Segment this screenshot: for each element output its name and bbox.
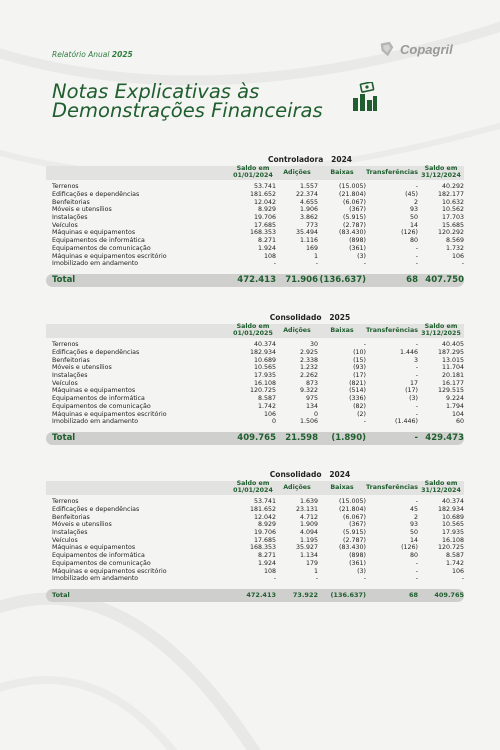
table-cell: 2 [413, 513, 418, 521]
table-cell: 93 [409, 206, 418, 214]
total-cell: (136.637) [330, 591, 366, 600]
table-row [46, 237, 464, 245]
table-cell: (21.804) [339, 506, 366, 514]
table-cell: 1.195 [299, 536, 318, 544]
table-cell: 187.295 [437, 349, 464, 357]
row-label: Máquinas e equipamentos [52, 387, 136, 395]
table-cell: 17.935 [253, 372, 276, 380]
table-cell: (15.005) [339, 498, 366, 506]
table-cell: - [273, 575, 276, 583]
table-cell: - [461, 260, 464, 268]
table-row [46, 356, 464, 364]
total-cell: 71.906 [285, 275, 318, 286]
table-row [46, 506, 464, 514]
table-row [46, 372, 464, 380]
total-row [46, 589, 464, 602]
table-cell: 179 [305, 559, 318, 567]
column-header: Saldo em 01/01/2025 [233, 323, 273, 337]
table-cell: (126) [401, 229, 418, 237]
table-cell: (15.005) [339, 183, 366, 191]
table-cell: (83.430) [339, 229, 366, 237]
table-cell: 10.689 [253, 356, 276, 364]
table-cell: - [415, 260, 418, 268]
table-row [46, 214, 464, 222]
table-cell: (3) [357, 252, 366, 260]
row-label: Equipamentos de comunicação [52, 244, 151, 252]
table-cell: - [273, 260, 276, 268]
row-label: Móveis e utensílios [52, 364, 112, 372]
table-cell: - [415, 183, 418, 191]
table-cell: 12.042 [253, 198, 276, 206]
table-cell: (6.067) [343, 198, 366, 206]
table-cell: 80 [409, 237, 418, 245]
row-label: Terrenos [52, 498, 79, 506]
row-label: Equipamentos de comunicação [52, 402, 151, 410]
table-row [46, 395, 464, 403]
table-cell: 22.374 [295, 191, 318, 199]
table-cell: 40.374 [441, 498, 464, 506]
table-cell: 2.262 [299, 372, 318, 380]
table-cell: - [363, 418, 366, 426]
table-cell: 17.685 [253, 536, 276, 544]
row-label: Imobilizado em andamento [52, 260, 139, 268]
column-header: Transferências [366, 168, 418, 176]
column-header: Baixas [330, 168, 354, 176]
row-label: Edificações e dependências [52, 191, 140, 199]
table-cell: 168.353 [249, 544, 276, 552]
row-label: Equipamentos de informática [52, 237, 145, 245]
table-row [46, 252, 464, 260]
table-cell: 8.271 [257, 552, 276, 560]
table-cell: (5.915) [343, 529, 366, 537]
row-label: Imobilizado em andamento [52, 418, 139, 426]
table-cell: 10.689 [441, 513, 464, 521]
table-cell: 11.704 [441, 364, 464, 372]
table-cell: - [415, 575, 418, 583]
table-cell: 16.108 [253, 379, 276, 387]
table-cell: - [363, 260, 366, 268]
table-cell: (10) [353, 349, 366, 357]
table-cell: 1.742 [257, 402, 276, 410]
row-label: Máquinas e equipamentos escritório [52, 567, 167, 575]
table-cell: 1.794 [445, 402, 464, 410]
row-label: Terrenos [52, 183, 79, 191]
table-cell: (367) [349, 206, 366, 214]
table-cell: (361) [349, 244, 366, 252]
table-cell: 1.742 [445, 559, 464, 567]
row-label: Máquinas e equipamentos [52, 544, 136, 552]
table-section [46, 155, 464, 287]
table-row [46, 260, 464, 268]
table-cell: 1.232 [299, 364, 318, 372]
table-cell: (15) [353, 356, 366, 364]
total-row [46, 274, 464, 287]
table-cell: (17) [405, 387, 418, 395]
table-cell: (898) [349, 552, 366, 560]
total-cell: (136.637) [319, 275, 366, 286]
table-section [46, 313, 464, 445]
table-row [46, 221, 464, 229]
total-cell: 68 [408, 591, 418, 600]
table-cell: 182.934 [437, 506, 464, 514]
row-label: Equipamentos de informática [52, 552, 145, 560]
total-cell: 472.413 [246, 591, 276, 600]
table-cell: 19.706 [253, 529, 276, 537]
table-row [46, 567, 464, 575]
table-cell: 10.565 [441, 521, 464, 529]
financial-chart-icon [352, 82, 378, 112]
table-row [46, 206, 464, 214]
table-cell: 106 [451, 252, 464, 260]
table-cell: 80 [409, 552, 418, 560]
table-cell: - [315, 260, 318, 268]
table-cell: - [363, 575, 366, 583]
row-label: Benfeitorias [52, 198, 90, 206]
row-label: Móveis e utensílios [52, 521, 112, 529]
table-cell: 1.116 [299, 237, 318, 245]
table-cell: 129.515 [437, 387, 464, 395]
table-row [46, 536, 464, 544]
column-header: Adições [283, 483, 311, 491]
table-cell: 16.177 [441, 379, 464, 387]
total-label: Total [52, 591, 70, 600]
table-cell: 50 [409, 529, 418, 537]
table-cell: 35.927 [295, 544, 318, 552]
row-label: Instalações [52, 214, 88, 222]
row-label: Veículos [52, 221, 78, 229]
column-header: Adições [283, 168, 311, 176]
table-cell: 14 [409, 221, 418, 229]
logo-text: Copagril [400, 41, 453, 57]
column-header: Transferências [366, 483, 418, 491]
table-cell: - [415, 341, 418, 349]
table-cell: (898) [349, 237, 366, 245]
table-cell: 8.587 [445, 552, 464, 560]
table-cell: (93) [353, 364, 366, 372]
table-cell: (2.787) [343, 536, 366, 544]
total-label: Total [52, 433, 76, 444]
table-cell: (83.430) [339, 544, 366, 552]
table-cell: 23.131 [295, 506, 318, 514]
table-cell: 15.685 [441, 221, 464, 229]
table-cell: 30 [309, 341, 318, 349]
row-label: Edificações e dependências [52, 506, 140, 514]
row-label: Máquinas e equipamentos [52, 229, 136, 237]
table-cell: 9.322 [299, 387, 318, 395]
row-label: Veículos [52, 379, 78, 387]
table-cell: (17) [353, 372, 366, 380]
table-cell: (514) [349, 387, 366, 395]
column-header: Saldo em 01/01/2024 [233, 165, 273, 179]
table-cell: 40.405 [441, 341, 464, 349]
table-cell: - [415, 410, 418, 418]
table-cell: 53.741 [253, 498, 276, 506]
row-label: Terrenos [52, 341, 79, 349]
table-row [46, 521, 464, 529]
table-cell: 1.134 [299, 552, 318, 560]
table-cell: - [315, 575, 318, 583]
table-cell: 8.569 [445, 237, 464, 245]
table-header [46, 324, 464, 338]
table-cell: (336) [349, 395, 366, 403]
column-header: Adições [283, 326, 311, 334]
table-cell: 10.565 [253, 364, 276, 372]
table-cell: 120.725 [437, 544, 464, 552]
table-cell: 12.042 [253, 513, 276, 521]
table-cell: (2) [357, 410, 366, 418]
total-cell: 407.750 [425, 275, 464, 286]
column-header: Saldo em 31/12/2025 [421, 323, 461, 337]
table-cell: 8.587 [257, 395, 276, 403]
table-cell: 17 [409, 379, 418, 387]
table-cell: 873 [305, 379, 318, 387]
table-cell: 17.935 [441, 529, 464, 537]
table-row [46, 245, 464, 253]
table-cell: 8.929 [257, 206, 276, 214]
table-cell: 182.177 [437, 191, 464, 199]
table-row [46, 364, 464, 372]
table-cell: - [363, 341, 366, 349]
table-cell: (45) [405, 191, 418, 199]
row-label: Instalações [52, 529, 88, 537]
table-cell: (2.787) [343, 221, 366, 229]
table-cell: - [415, 372, 418, 380]
table-cell: 53.741 [253, 183, 276, 191]
table-cell: - [415, 402, 418, 410]
table-cell: 17.685 [253, 221, 276, 229]
table-cell: 8.271 [257, 237, 276, 245]
table-cell: 2.338 [299, 356, 318, 364]
table-cell: 4.094 [299, 529, 318, 537]
total-cell: 429.473 [425, 433, 464, 444]
table-cell: 1.924 [257, 244, 276, 252]
table-cell: 1.906 [299, 206, 318, 214]
total-cell: 472.413 [237, 275, 276, 286]
table-row [46, 198, 464, 206]
table-cell: 17.703 [441, 214, 464, 222]
table-cell: 2 [413, 198, 418, 206]
total-row [46, 432, 464, 445]
table-cell: 93 [409, 521, 418, 529]
row-label: Equipamentos de comunicação [52, 559, 151, 567]
row-label: Instalações [52, 372, 88, 380]
table-title: Controladora 2024 [267, 155, 353, 164]
table-row [46, 403, 464, 411]
table-cell: 0 [313, 410, 318, 418]
table-cell: 3.862 [299, 214, 318, 222]
table-cell: - [415, 252, 418, 260]
table-row [46, 513, 464, 521]
table-cell: 104 [451, 410, 464, 418]
total-cell: (1.890) [331, 433, 366, 444]
table-cell: 40.292 [441, 183, 464, 191]
table-cell: 1.506 [299, 418, 318, 426]
table-cell: (821) [349, 379, 366, 387]
table-cell: 4.655 [299, 198, 318, 206]
table-cell: 10.562 [441, 206, 464, 214]
row-label: Móveis e utensílios [52, 206, 112, 214]
table-row [46, 529, 464, 537]
row-label: Benfeitorias [52, 513, 90, 521]
table-cell: - [415, 559, 418, 567]
table-cell: - [415, 364, 418, 372]
table-cell: 16.108 [441, 536, 464, 544]
table-cell: - [415, 244, 418, 252]
table-header [46, 481, 464, 495]
table-row [46, 498, 464, 506]
row-label: Edificações e dependências [52, 349, 140, 357]
row-label: Máquinas e equipamentos escritório [52, 252, 167, 260]
table-cell: 1.557 [299, 183, 318, 191]
total-cell: 409.765 [434, 591, 464, 600]
table-row [46, 387, 464, 395]
table-cell: 8.929 [257, 521, 276, 529]
row-label: Imobilizado em andamento [52, 575, 139, 583]
table-cell: (5.915) [343, 214, 366, 222]
table-cell: (367) [349, 521, 366, 529]
table-cell: 106 [451, 567, 464, 575]
table-cell: 108 [263, 567, 276, 575]
column-header: Saldo em 31/12/2024 [421, 165, 461, 179]
column-header: Saldo em 31/12/2024 [421, 480, 461, 494]
table-cell: 0 [271, 418, 276, 426]
table-cell: 14 [409, 536, 418, 544]
table-cell: 1.909 [299, 521, 318, 529]
table-cell: 9.224 [445, 395, 464, 403]
table-cell: 1 [313, 252, 318, 260]
row-label: Benfeitorias [52, 356, 90, 364]
table-section [46, 470, 464, 602]
table-cell: - [415, 567, 418, 575]
company-logo [378, 40, 453, 58]
table-cell: 1 [313, 567, 318, 575]
table-cell: 60 [455, 418, 464, 426]
table-row [46, 341, 464, 349]
table-row [46, 544, 464, 552]
table-row [46, 410, 464, 418]
table-cell: 1.446 [399, 349, 418, 357]
table-cell: - [415, 498, 418, 506]
table-row [46, 418, 464, 426]
table-cell: - [461, 575, 464, 583]
table-cell: 20.181 [441, 372, 464, 380]
table-cell: 120.292 [437, 229, 464, 237]
table-cell: 50 [409, 214, 418, 222]
table-cell: 4.712 [299, 513, 318, 521]
table-cell: 181.652 [249, 191, 276, 199]
table-cell: 19.706 [253, 214, 276, 222]
row-label: Máquinas e equipamentos escritório [52, 410, 167, 418]
table-row [46, 229, 464, 237]
table-cell: 3 [413, 356, 418, 364]
column-header: Saldo em 01/01/2024 [233, 480, 273, 494]
table-title: Consolidado 2024 [269, 470, 351, 479]
table-cell: 2.925 [299, 349, 318, 357]
total-cell: 409.765 [237, 433, 276, 444]
table-cell: 134 [305, 402, 318, 410]
total-cell: - [414, 433, 418, 444]
total-cell: 21.598 [285, 433, 318, 444]
table-row [46, 560, 464, 568]
table-cell: 13.015 [441, 356, 464, 364]
column-header: Baixas [330, 483, 354, 491]
table-cell: 182.934 [249, 349, 276, 357]
table-cell: (6.067) [343, 513, 366, 521]
table-cell: 10.632 [441, 198, 464, 206]
table-cell: 120.725 [249, 387, 276, 395]
table-cell: 108 [263, 252, 276, 260]
table-row [46, 183, 464, 191]
table-cell: 975 [305, 395, 318, 403]
table-cell: (3) [357, 567, 366, 575]
row-label: Equipamentos de informática [52, 395, 145, 403]
table-row [46, 191, 464, 199]
table-cell: (3) [409, 395, 418, 403]
table-cell: (82) [353, 402, 366, 410]
copagril-logo-icon [378, 40, 396, 58]
table-cell: 1.639 [299, 498, 318, 506]
table-cell: 40.374 [253, 341, 276, 349]
table-cell: (21.804) [339, 191, 366, 199]
total-label: Total [52, 275, 76, 286]
page-title: Notas Explicativas às Demonstrações Financeiras [52, 80, 323, 122]
table-cell: (361) [349, 559, 366, 567]
table-row [46, 349, 464, 357]
table-cell: (126) [401, 544, 418, 552]
table-cell: 1.924 [257, 559, 276, 567]
table-cell: 106 [263, 410, 276, 418]
table-cell: 168.353 [249, 229, 276, 237]
report-label: Relatório Anual 2025 [52, 50, 133, 59]
row-label: Veículos [52, 536, 78, 544]
table-cell: (1.446) [395, 418, 418, 426]
table-row [46, 552, 464, 560]
total-cell: 73.922 [292, 591, 318, 600]
table-header [46, 166, 464, 180]
table-title: Consolidado 2025 [269, 313, 351, 322]
table-cell: 1.732 [445, 244, 464, 252]
table-cell: 35.494 [295, 229, 318, 237]
table-row [46, 575, 464, 583]
table-row [46, 379, 464, 387]
table-cell: 181.652 [249, 506, 276, 514]
column-header: Baixas [330, 326, 354, 334]
table-cell: 773 [305, 221, 318, 229]
table-cell: 169 [305, 244, 318, 252]
table-cell: 45 [409, 506, 418, 514]
column-header: Transferências [366, 326, 418, 334]
total-cell: 68 [406, 275, 418, 286]
